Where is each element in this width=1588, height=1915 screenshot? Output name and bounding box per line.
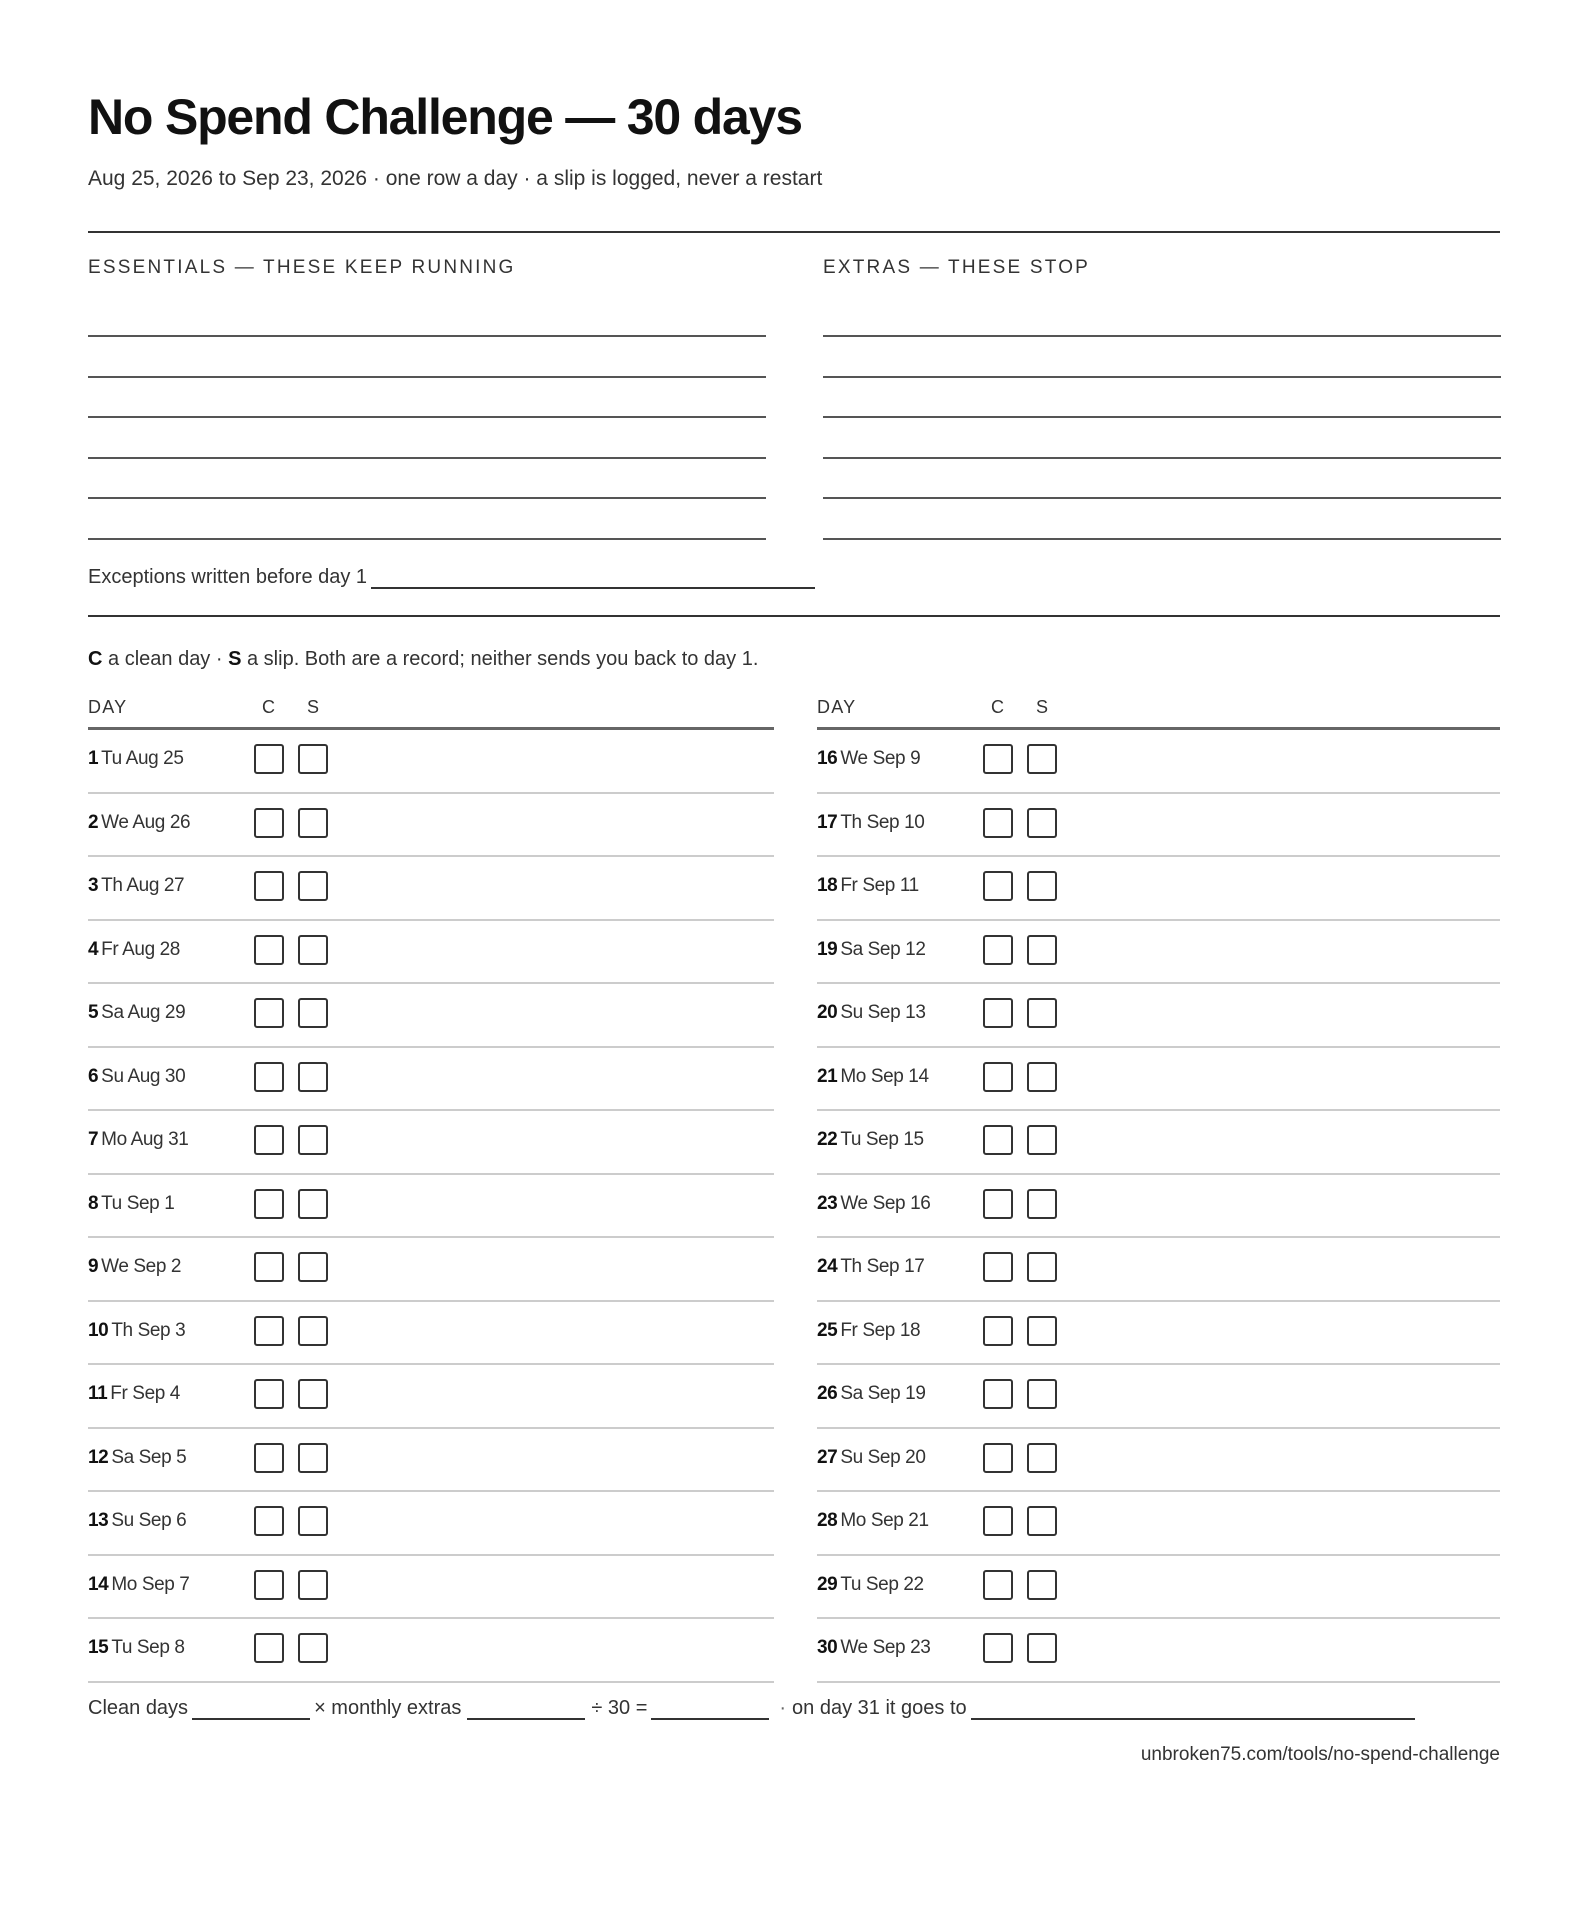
slip-checkbox[interactable]	[1027, 871, 1057, 901]
day-label	[88, 1637, 185, 1659]
day-label	[88, 939, 180, 961]
day-row	[88, 1175, 774, 1239]
day-number: 24	[817, 1256, 838, 1277]
clean-checkbox[interactable]	[983, 998, 1013, 1028]
day-label	[88, 812, 190, 834]
slip-checkbox[interactable]	[298, 1506, 328, 1536]
day-row	[817, 1492, 1500, 1556]
clean-checkbox[interactable]	[254, 1443, 284, 1473]
day-date: Tu Sep 22	[840, 1573, 924, 1595]
day-row	[88, 1365, 774, 1429]
extras-line[interactable]	[823, 335, 1501, 337]
day-label	[817, 1510, 929, 1532]
extras-line[interactable]	[823, 457, 1501, 459]
essentials-line[interactable]	[88, 335, 766, 337]
day-date: Sa Sep 19	[840, 1383, 926, 1404]
slip-checkbox[interactable]	[1027, 1570, 1057, 1600]
day-number: 2	[88, 811, 99, 833]
day-date: Tu Sep 8	[111, 1637, 185, 1658]
extras-label: EXTRAS — THESE STOP	[823, 257, 1091, 278]
day-label	[817, 1637, 930, 1659]
day-date: Su Sep 6	[111, 1510, 187, 1531]
day-label	[88, 1320, 185, 1342]
footer-url: unbroken75.com/tools/no-spend-challenge	[1140, 1744, 1500, 1765]
clean-checkbox[interactable]	[983, 1252, 1013, 1282]
slip-checkbox[interactable]	[298, 1125, 328, 1155]
clean-checkbox[interactable]	[983, 1633, 1013, 1663]
day-date: We Aug 26	[101, 811, 191, 833]
slip-checkbox[interactable]	[298, 1633, 328, 1663]
day-rows	[817, 730, 1500, 1683]
day-label	[88, 1129, 188, 1151]
day-number: 16	[817, 748, 838, 769]
day-row	[88, 857, 774, 921]
day-row	[817, 794, 1500, 858]
essentials-label: ESSENTIALS — THESE KEEP RUNNING	[88, 257, 516, 278]
day-column-right	[817, 692, 1500, 1683]
day-row	[817, 1238, 1500, 1302]
slip-checkbox[interactable]	[1027, 998, 1057, 1028]
clean-checkbox[interactable]	[983, 744, 1013, 774]
day-label	[88, 1383, 180, 1405]
day-number: 25	[817, 1319, 838, 1341]
day-row	[817, 1175, 1500, 1239]
slip-checkbox[interactable]	[1027, 744, 1057, 774]
slip-checkbox[interactable]	[1027, 935, 1057, 965]
day-number: 11	[88, 1383, 108, 1404]
day-date: Fr Sep 4	[110, 1383, 180, 1404]
day-header: DAY	[817, 697, 857, 717]
day-number: 13	[88, 1510, 109, 1531]
clean-days-label: Clean days	[88, 1697, 189, 1719]
clean-checkbox[interactable]	[254, 1125, 284, 1155]
clean-checkbox[interactable]	[254, 808, 284, 838]
day-label	[88, 1002, 185, 1024]
slip-checkbox[interactable]	[298, 808, 328, 838]
day-label	[817, 748, 920, 770]
day-row	[88, 984, 774, 1048]
essentials-line[interactable]	[88, 497, 766, 499]
essentials-line[interactable]	[88, 416, 766, 418]
day-date: We Sep 9	[840, 748, 921, 769]
day-row	[817, 1365, 1500, 1429]
slip-checkbox[interactable]	[298, 871, 328, 901]
exceptions-blank[interactable]	[371, 567, 815, 589]
extras-line[interactable]	[823, 416, 1501, 418]
day-date: Su Sep 20	[840, 1446, 926, 1468]
legend-c-text: a clean day ·	[108, 648, 223, 670]
day-label	[817, 1574, 924, 1596]
slip-checkbox[interactable]	[298, 998, 328, 1028]
day-row	[88, 730, 774, 794]
day-date: Th Sep 10	[840, 811, 925, 833]
clean-header: C	[991, 697, 1006, 717]
exceptions-row	[88, 566, 815, 589]
slip-checkbox[interactable]	[1027, 1062, 1057, 1092]
clean-checkbox[interactable]	[983, 1506, 1013, 1536]
clean-checkbox[interactable]	[983, 1379, 1013, 1409]
day-row	[817, 1048, 1500, 1112]
day-number: 28	[817, 1510, 838, 1531]
day-rows	[88, 730, 774, 1683]
day-date: Su Aug 30	[101, 1065, 186, 1087]
day-column-left	[88, 692, 774, 1683]
slip-checkbox[interactable]	[298, 935, 328, 965]
day31-label: on day 31 it goes to	[792, 1697, 967, 1719]
extras-line[interactable]	[823, 538, 1501, 540]
day-date: Sa Sep 12	[840, 938, 926, 960]
page-subtitle: Aug 25, 2026 to Sep 23, 2026 · one row a day · a slip is logged, never a restart	[88, 167, 823, 190]
daily-amount-blank[interactable]	[651, 1698, 769, 1720]
separator: ·	[779, 1697, 787, 1719]
day-number: 6	[88, 1065, 99, 1087]
day-date: Tu Sep 1	[101, 1192, 175, 1214]
day-label	[88, 1510, 186, 1532]
extras-line[interactable]	[823, 376, 1501, 378]
day-number: 1	[88, 748, 99, 769]
day-row	[88, 794, 774, 858]
day-label	[817, 1193, 930, 1215]
day-label	[817, 875, 919, 897]
day-row	[88, 1238, 774, 1302]
slip-checkbox[interactable]	[1027, 1633, 1057, 1663]
clean-checkbox[interactable]	[254, 998, 284, 1028]
section-divider	[88, 231, 1500, 233]
clean-checkbox[interactable]	[983, 1125, 1013, 1155]
slip-checkbox[interactable]	[298, 1062, 328, 1092]
day-date: Th Sep 17	[840, 1256, 925, 1277]
day-number: 22	[817, 1129, 838, 1150]
day-date: Mo Aug 31	[101, 1129, 189, 1150]
day-label	[88, 875, 184, 897]
day-date: We Sep 16	[840, 1192, 931, 1214]
day-row	[817, 984, 1500, 1048]
clean-checkbox[interactable]	[983, 1189, 1013, 1219]
slip-checkbox[interactable]	[1027, 1379, 1057, 1409]
day-number: 17	[817, 811, 838, 833]
legend-s-key: S	[228, 648, 242, 670]
day-date: Su Sep 13	[840, 1002, 926, 1023]
day-date: We Sep 23	[840, 1637, 931, 1658]
times-label: × monthly extras	[314, 1697, 462, 1719]
day-number: 10	[88, 1319, 109, 1341]
day-row	[817, 1429, 1500, 1493]
slip-checkbox[interactable]	[1027, 1506, 1057, 1536]
day-label	[88, 748, 184, 770]
day-date: Th Aug 27	[101, 875, 185, 896]
day-row	[817, 857, 1500, 921]
essentials-line[interactable]	[88, 376, 766, 378]
worksheet-page	[88, 0, 1500, 1915]
day-header: DAY	[88, 697, 128, 717]
day-row	[817, 1556, 1500, 1620]
day-row	[817, 1111, 1500, 1175]
day-label	[817, 1447, 925, 1469]
clean-checkbox[interactable]	[983, 1062, 1013, 1092]
day-number: 14	[88, 1573, 109, 1595]
clean-checkbox[interactable]	[254, 1379, 284, 1409]
day-number: 23	[817, 1192, 838, 1214]
slip-header: S	[1036, 697, 1050, 717]
day-date: Tu Aug 25	[101, 748, 184, 769]
exceptions-label: Exceptions written before day 1	[88, 566, 368, 588]
slip-checkbox[interactable]	[298, 1379, 328, 1409]
slip-checkbox[interactable]	[1027, 1252, 1057, 1282]
day31-destination-blank[interactable]	[971, 1698, 1415, 1720]
clean-checkbox[interactable]	[254, 1633, 284, 1663]
day-number: 4	[88, 938, 99, 960]
day-label	[817, 1129, 924, 1151]
clean-checkbox[interactable]	[983, 1443, 1013, 1473]
column-header	[88, 692, 774, 730]
day-number: 3	[88, 875, 99, 896]
divide-label: ÷ 30 =	[591, 1697, 648, 1719]
day-date: Tu Sep 15	[840, 1129, 924, 1150]
day-number: 20	[817, 1002, 838, 1023]
day-number: 5	[88, 1002, 99, 1023]
day-date: Mo Sep 7	[111, 1573, 190, 1595]
clean-checkbox[interactable]	[254, 1062, 284, 1092]
slip-checkbox[interactable]	[1027, 1125, 1057, 1155]
page-title: No Spend Challenge — 30 days	[88, 89, 802, 145]
slip-checkbox[interactable]	[298, 1252, 328, 1282]
day-row	[88, 1429, 774, 1493]
day-date: Fr Sep 18	[840, 1319, 921, 1341]
clean-checkbox[interactable]	[983, 1570, 1013, 1600]
day-number: 8	[88, 1192, 99, 1214]
day-number: 29	[817, 1573, 838, 1595]
monthly-extras-blank[interactable]	[467, 1698, 585, 1720]
essentials-line[interactable]	[88, 538, 766, 540]
slip-checkbox[interactable]	[1027, 1443, 1057, 1473]
column-header	[817, 692, 1500, 730]
legend-s-text: a slip. Both are a record; neither sends you back to day 1.	[247, 648, 759, 670]
day-row	[88, 1492, 774, 1556]
extras-line[interactable]	[823, 497, 1501, 499]
day-row	[817, 730, 1500, 794]
essentials-line[interactable]	[88, 457, 766, 459]
slip-checkbox[interactable]	[298, 1316, 328, 1346]
day-number: 30	[817, 1637, 838, 1658]
day-label	[88, 1256, 181, 1278]
day-date: Fr Aug 28	[101, 938, 180, 960]
day-number: 18	[817, 875, 838, 896]
day-row	[88, 1048, 774, 1112]
day-date: We Sep 2	[101, 1256, 182, 1277]
essentials-write-lines[interactable]	[88, 335, 766, 579]
slip-checkbox[interactable]	[1027, 808, 1057, 838]
clean-checkbox[interactable]	[254, 1506, 284, 1536]
clean-checkbox[interactable]	[254, 1252, 284, 1282]
section-divider	[88, 615, 1500, 617]
day-date: Sa Aug 29	[101, 1002, 186, 1023]
extras-write-lines[interactable]	[823, 335, 1501, 579]
day-number: 12	[88, 1446, 109, 1468]
clean-checkbox[interactable]	[983, 808, 1013, 838]
day-date: Sa Sep 5	[111, 1446, 187, 1468]
day-row	[88, 1111, 774, 1175]
slip-checkbox[interactable]	[298, 744, 328, 774]
day-number: 15	[88, 1637, 109, 1658]
day-label	[817, 1383, 925, 1405]
day-label	[817, 1002, 925, 1024]
day-number: 7	[88, 1129, 99, 1150]
day-label	[88, 1447, 186, 1469]
day-number: 26	[817, 1383, 838, 1404]
legend	[88, 648, 758, 671]
clean-checkbox[interactable]	[254, 744, 284, 774]
savings-formula	[88, 1697, 1415, 1720]
slip-checkbox[interactable]	[298, 1570, 328, 1600]
day-row	[817, 1302, 1500, 1366]
day-row	[817, 1619, 1500, 1683]
day-number: 19	[817, 938, 838, 960]
clean-checkbox[interactable]	[983, 1316, 1013, 1346]
day-label	[817, 812, 924, 834]
slip-header: S	[307, 697, 321, 717]
day-date: Mo Sep 21	[840, 1510, 929, 1531]
slip-checkbox[interactable]	[298, 1189, 328, 1219]
legend-c-key: C	[88, 648, 103, 670]
day-row	[88, 1619, 774, 1683]
day-date: Fr Sep 11	[840, 875, 919, 896]
clean-checkbox[interactable]	[254, 1316, 284, 1346]
day-label	[817, 1320, 920, 1342]
day-number: 9	[88, 1256, 99, 1277]
clean-checkbox[interactable]	[254, 935, 284, 965]
day-label	[88, 1193, 174, 1215]
clean-checkbox[interactable]	[254, 1189, 284, 1219]
day-label	[817, 939, 925, 961]
day-row	[817, 921, 1500, 985]
day-number: 21	[817, 1065, 838, 1087]
clean-checkbox[interactable]	[254, 1570, 284, 1600]
clean-header: C	[262, 697, 277, 717]
day-date: Th Sep 3	[111, 1319, 186, 1341]
clean-checkbox[interactable]	[983, 935, 1013, 965]
day-label	[88, 1574, 189, 1596]
day-label	[817, 1256, 924, 1278]
day-label	[88, 1066, 185, 1088]
day-label	[817, 1066, 929, 1088]
clean-checkbox[interactable]	[983, 871, 1013, 901]
day-row	[88, 1556, 774, 1620]
slip-checkbox[interactable]	[1027, 1316, 1057, 1346]
clean-checkbox[interactable]	[254, 871, 284, 901]
day-number: 27	[817, 1446, 838, 1468]
slip-checkbox[interactable]	[298, 1443, 328, 1473]
day-row	[88, 921, 774, 985]
slip-checkbox[interactable]	[1027, 1189, 1057, 1219]
day-row	[88, 1302, 774, 1366]
clean-days-blank[interactable]	[192, 1698, 310, 1720]
day-date: Mo Sep 14	[840, 1065, 929, 1087]
